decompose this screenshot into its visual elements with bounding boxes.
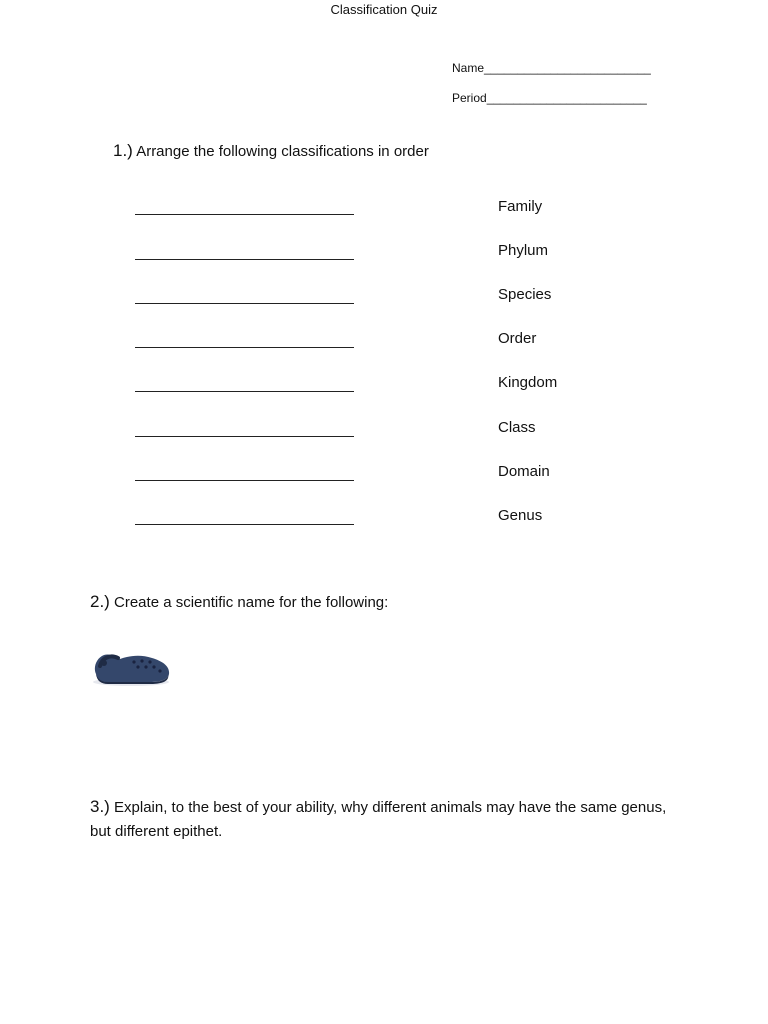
classification-term: Class [498,419,536,436]
question-2-number: 2.) [90,592,110,611]
classification-term: Kingdom [498,374,558,391]
answer-blank [135,214,354,215]
classification-term: Order [498,330,537,347]
name-field-label: Name_________________________ [452,61,651,75]
question-3-text: Explain, to the best of your ability, why different animals may have the same genus, but different epithet. [90,799,667,840]
classification-term: Genus [498,507,543,524]
quiz-title: Classification Quiz [330,2,438,17]
period-field-label: Period________________________ [452,91,647,105]
answer-blank [135,480,354,481]
question-3-number: 3.) [90,797,110,816]
answer-blank [135,347,354,348]
classification-term: Phylum [498,242,549,259]
question-1-text: Arrange the following classifications in order [136,143,429,160]
classification-term: Family [498,198,543,215]
answer-blank [135,303,354,304]
question-1-heading [113,141,429,161]
answer-blank [135,524,354,525]
question-1-number: 1.) [113,141,133,160]
question-2-text: Create a scientific name for the following: [114,594,389,611]
blue-clog-shoe-icon [90,644,172,688]
classification-term: Domain [498,463,550,480]
answer-blank [135,391,354,392]
answer-blank [135,259,354,260]
answer-blank [135,436,354,437]
question-2-heading [90,592,388,612]
classification-term: Species [498,286,552,303]
question-3-heading [90,795,690,844]
